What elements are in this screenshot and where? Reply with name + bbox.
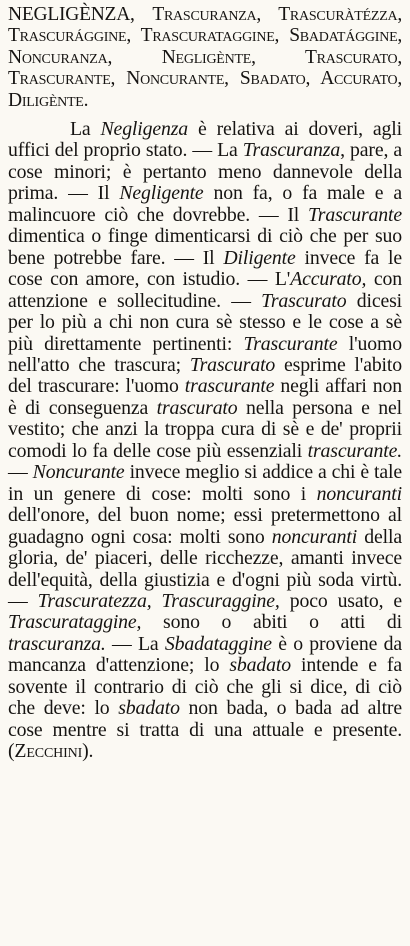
definition-run: invece meglio si addice a chi è tale in un genere di cose: molti sono i — [8, 461, 402, 505]
definition-run: sono o abiti o atti di — [141, 611, 402, 634]
definition-term: Diligente — [223, 246, 296, 269]
definition-run: della gloria, de' piaceri, delle ricchezze, amanti invece dell'equità, della giustizia e d'ogni più soda virtù. — — [8, 525, 402, 612]
definition-run: è relativa ai doveri, agli uffici del proprio stato. — La — [8, 118, 402, 162]
source-citation: (Zecchini). — [8, 740, 94, 763]
definition-term: sbadato — [229, 654, 291, 677]
definition-run: — — [8, 461, 33, 484]
definition-term: trascurato — [156, 396, 238, 419]
definition-term: Accurato, — [290, 268, 367, 291]
definition-term: Trascurataggine, — [8, 611, 142, 634]
definition-run: esprime l'abito del trascurare: l'uomo — [8, 354, 402, 398]
definition-run: invece fa le cose con amore, con istudio. — L' — [8, 246, 402, 291]
definition-run: è o proviene da mancanza d'attenzione; lo — [8, 632, 402, 677]
definition-term: Negligenza — [100, 118, 189, 141]
definition-run: poco usato, e — [279, 590, 402, 612]
definition-run: La — [70, 118, 101, 141]
definition-run: negli affari non è di conseguenza — [8, 375, 402, 419]
definition-run: con attenzione e sollecitudine. — — [8, 268, 402, 312]
definition-term: trascurante — [184, 375, 275, 398]
definition-term: noncuranti — [271, 525, 358, 548]
definition-run: nella persona e nel vestito; che anzi la troppa cura di sè e de' proprii comodi lo fa delle cose più essenziali — [8, 396, 402, 462]
definition-run: l'uomo nell'atto che trascura; — [8, 332, 403, 377]
definition-term: trascuranza. — [8, 632, 106, 655]
definition-term: Trascurato — [261, 289, 347, 312]
definition-text — [8, 118, 402, 741]
definition-run: dimentica o finge dimenticarsi di ciò che per suo bene potrebbe fare. — Il — [8, 225, 402, 269]
definition-term: Negligente — [119, 182, 204, 205]
definition-run: — La — [105, 632, 165, 655]
synonym-list: Trascuranza, Trascuràtézza, Trascurággine, Trascurataggine, Sbadatággine, Noncuranza, Negligènte, Trascurato, Trascurante, Noncurante, Sbadato, Accurato, Diligènte. — [8, 4, 403, 111]
entry-definition — [8, 119, 402, 763]
definition-term: Trascurante — [243, 332, 338, 355]
definition-term: trascurante. — [307, 439, 402, 462]
definition-term: noncuranti — [316, 482, 402, 505]
definition-term: Trascuranza — [242, 139, 341, 162]
definition-run: intende e fa sovente il contrario di ciò che gli si dice, di ciò che deve: lo — [8, 654, 402, 720]
definition-run: non bada, o bada ad altre cose mentre si tratta di una attuale e presente. — [8, 697, 402, 741]
headword: NEGLIGÈNZA, — [8, 4, 135, 25]
definition-run: dell'onore, del buon nome; essi pretermettono al guadagno ogni cosa: molti sono — [8, 504, 402, 548]
definition-run: dicesi per lo più a chi non cura sè stesso e le cose a sè più direttamente pertinenti: — [8, 289, 402, 355]
definition-term: Trascurante — [308, 203, 402, 226]
definition-term: Noncurante — [32, 461, 125, 484]
entry-heading — [8, 4, 402, 111]
definition-run: , pare, a cose minori; è pertanto meno dannevole della prima. — Il — [8, 139, 402, 205]
definition-term: Trascurato — [189, 354, 276, 377]
definition-term: sbadato — [118, 697, 180, 720]
definition-term: Sbadataggine — [164, 632, 272, 655]
definition-run: non fa, o fa male e a malincuore ciò che dovrebbe. — Il — [8, 182, 402, 226]
definition-term: Trascuratezza, Trascuraggine, — [37, 590, 280, 612]
